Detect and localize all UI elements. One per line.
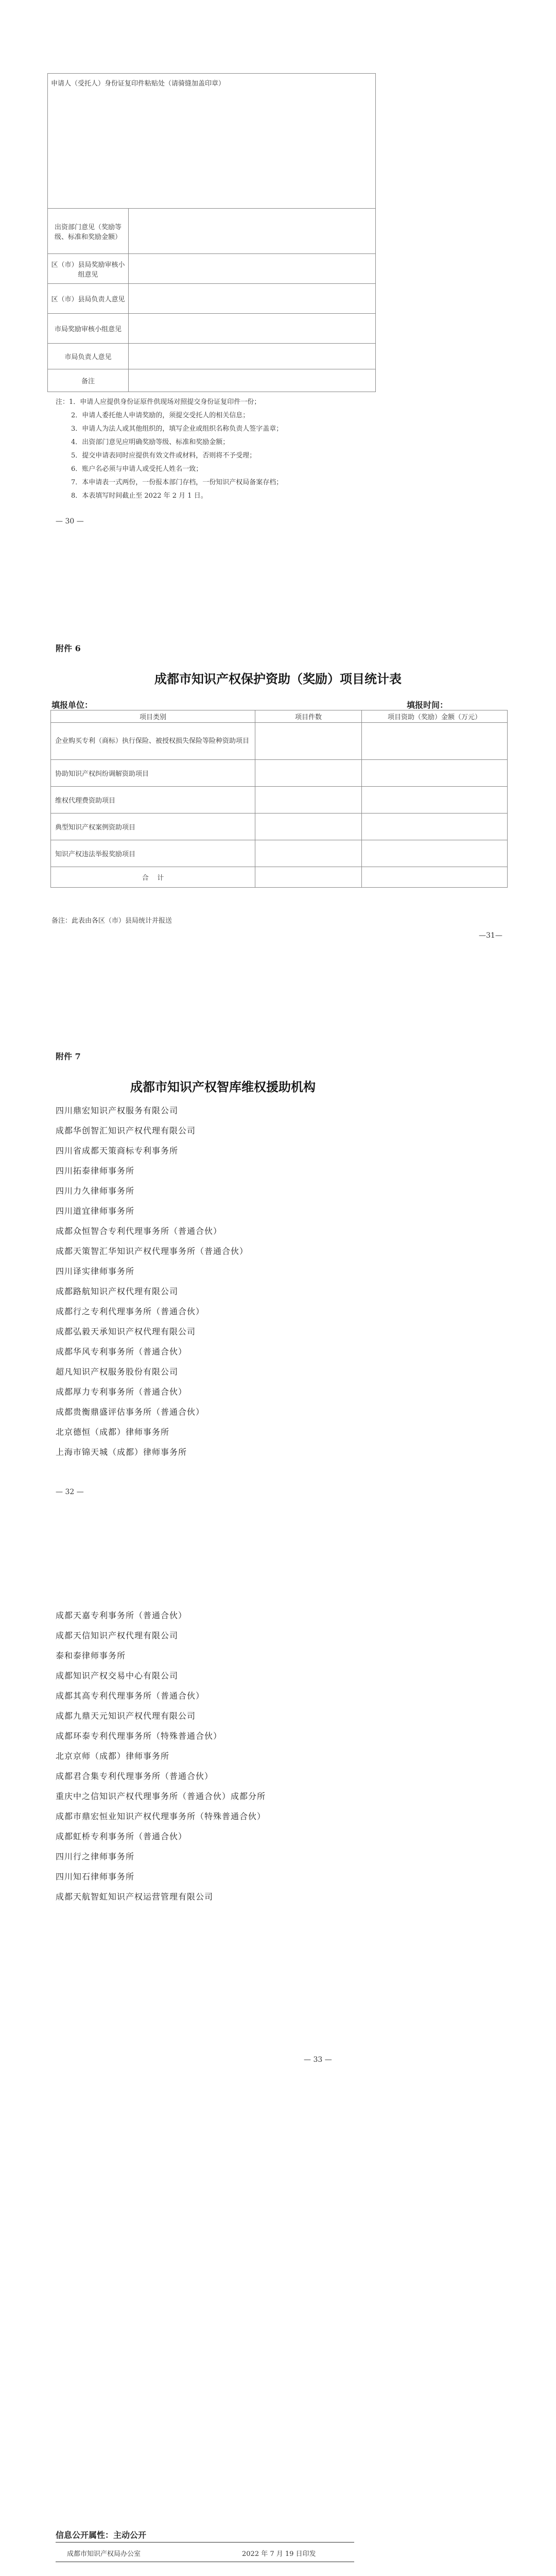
form-field bbox=[129, 344, 376, 369]
application-form-table bbox=[47, 73, 376, 392]
page-title: 成都市知识产权保护资助（奖励）项目统计表 bbox=[154, 671, 402, 686]
row-count bbox=[255, 814, 362, 840]
note-line: 8．本表填写时间截止至 2022 年 2 月 1 日。 bbox=[71, 492, 207, 500]
list-item: 成都九鼎天元知识产权代理有限公司 bbox=[56, 1711, 196, 1721]
row-amount bbox=[362, 760, 508, 787]
list-item: 四川力久律师事务所 bbox=[56, 1186, 135, 1196]
list-item: 成都弘毅天承知识产权代理有限公司 bbox=[56, 1327, 196, 1336]
list-item: 上海市锦天城（成都）律师事务所 bbox=[56, 1447, 187, 1457]
form-field bbox=[129, 284, 376, 314]
page-number: — 32 — bbox=[56, 1488, 84, 1496]
list-item: 成都华风专利事务所（普通合伙） bbox=[56, 1347, 187, 1357]
page-title: 成都市知识产权智库维权援助机构 bbox=[130, 1079, 316, 1094]
row-category: 企业购买专利（商标）执行保险、被授权损失保险等险种资助项目 bbox=[51, 723, 255, 760]
column-header: 项目资助（奖励）金额（万元） bbox=[362, 710, 508, 723]
form-label: 区（市）县局奖励审核小组意见 bbox=[48, 254, 129, 284]
list-item: 四川省成都天策商标专利事务所 bbox=[56, 1146, 179, 1156]
list-item: 成都市鼎宏恒业知识产权代理事务所（特殊普通合伙） bbox=[56, 1811, 266, 1821]
total-label: 合 计 bbox=[51, 867, 255, 888]
list-item: 四川知石律师事务所 bbox=[56, 1872, 135, 1882]
list-item: 北京京师（成都）律师事务所 bbox=[56, 1751, 170, 1761]
list-item: 成都众恒智合专利代理事务所（普通合伙） bbox=[56, 1226, 222, 1236]
row-count bbox=[255, 760, 362, 787]
table-remark: 备注：此表由各区（市）县局统计并报送 bbox=[51, 917, 172, 925]
disclosure-attribute: 信息公开属性：主动公开 bbox=[56, 2530, 147, 2540]
id-copy-cell: 申请人（受托人）身份证复印件粘贴处（请骑缝加盖印章） bbox=[48, 74, 376, 209]
row-category: 维权代理费资助项目 bbox=[51, 787, 255, 814]
list-item: 泰和泰律师事务所 bbox=[56, 1651, 126, 1660]
list-item: 四川译实律师事务所 bbox=[56, 1266, 135, 1276]
list-item: 成都路航知识产权代理有限公司 bbox=[56, 1286, 179, 1296]
list-item: 重庆中之信知识产权代理事务所（普通合伙）成都分所 bbox=[56, 1791, 266, 1801]
divider bbox=[56, 2542, 354, 2543]
note-line: 4．出资部门意见应明确奖励等级、标准和奖励金额； bbox=[71, 438, 230, 446]
list-item: 成都其高专利代理事务所（普通合伙） bbox=[56, 1691, 205, 1701]
form-field bbox=[129, 209, 376, 254]
row-count bbox=[255, 787, 362, 814]
form-notes bbox=[56, 396, 380, 503]
list-item: 成都贵衡鼎盛评估事务所（普通合伙） bbox=[56, 1407, 205, 1417]
organization-list bbox=[56, 1605, 493, 1907]
page-number: — 30 — bbox=[56, 517, 84, 526]
row-category: 典型知识产权案例资助项目 bbox=[51, 814, 255, 840]
list-item: 成都天嘉专利事务所（普通合伙） bbox=[56, 1611, 187, 1620]
list-item: 成都行之专利代理事务所（普通合伙） bbox=[56, 1307, 205, 1316]
note-line: 3．申请人为法人或其他组织的，填写企业或组织名称负责人签字盖章； bbox=[71, 425, 283, 433]
list-item: 成都知识产权交易中心有限公司 bbox=[56, 1671, 179, 1681]
note-line: 6．账户名必须与申请人或受托人姓名一致； bbox=[71, 465, 203, 473]
list-item: 成都天航智虹知识产权运营管理有限公司 bbox=[56, 1892, 214, 1902]
row-category: 知识产权违法举报奖励项目 bbox=[51, 840, 255, 867]
list-item: 四川鼎宏知识产权服务有限公司 bbox=[56, 1106, 179, 1115]
issuing-office: 成都市知识产权局办公室 bbox=[67, 2550, 141, 2558]
list-item: 成都天策智汇华知识产权代理事务所（普通合伙） bbox=[56, 1246, 249, 1256]
total-amount bbox=[362, 867, 508, 888]
row-count bbox=[255, 723, 362, 760]
row-count bbox=[255, 840, 362, 867]
list-item: 成都环泰专利代理事务所（特殊普通合伙） bbox=[56, 1731, 222, 1741]
list-item: 成都虹桥专利事务所（普通合伙） bbox=[56, 1832, 187, 1841]
list-item: 成都华创智汇知识产权代理有限公司 bbox=[56, 1126, 196, 1136]
form-label: 区（市）县局负责人意见 bbox=[48, 284, 129, 314]
statistics-table bbox=[50, 710, 508, 888]
page-number: — 33 — bbox=[304, 2056, 332, 2064]
list-item: 四川拓泰律师事务所 bbox=[56, 1166, 135, 1176]
fill-time-label: 填报时间： bbox=[407, 700, 448, 710]
list-item: 四川行之律师事务所 bbox=[56, 1852, 135, 1861]
form-field bbox=[129, 369, 376, 392]
list-item: 四川道宜律师事务所 bbox=[56, 1206, 135, 1216]
form-label: 备注 bbox=[48, 369, 129, 392]
note-line: 2．申请人委托他人申请奖励的，须提交受托人的相关信息； bbox=[71, 412, 250, 419]
row-amount bbox=[362, 814, 508, 840]
note-line: 7．本申请表一式两份，一份报本部门存档，一份知识产权局备案存档； bbox=[71, 479, 283, 486]
list-item: 成都天信知识产权代理有限公司 bbox=[56, 1631, 179, 1640]
attachment-label: 附件 7 bbox=[56, 1052, 81, 1061]
form-label: 市局负责人意见 bbox=[48, 344, 129, 369]
list-item: 超凡知识产权服务股份有限公司 bbox=[56, 1367, 179, 1377]
list-item: 成都君合集专利代理事务所（普通合伙） bbox=[56, 1771, 214, 1781]
page-number: —31— bbox=[479, 931, 502, 940]
note-line: 注：1．申请人应提供身份证原件供现场对照提交身份证复印件一份； bbox=[56, 398, 261, 406]
row-amount bbox=[362, 840, 508, 867]
row-amount bbox=[362, 787, 508, 814]
column-header: 项目类别 bbox=[51, 710, 255, 723]
list-item: 北京德恒（成都）律师事务所 bbox=[56, 1427, 170, 1437]
fill-unit-label: 填报单位： bbox=[51, 700, 93, 710]
form-label: 市局奖励审核小组意见 bbox=[48, 314, 129, 344]
row-amount bbox=[362, 723, 508, 760]
note-line: 5．提交申请表同时应提供有效文件或材料，否则将不予受理； bbox=[71, 452, 256, 460]
column-header: 项目件数 bbox=[255, 710, 362, 723]
total-count bbox=[255, 867, 362, 888]
form-field bbox=[129, 254, 376, 284]
form-field bbox=[129, 314, 376, 344]
form-label: 出资部门意见（奖励等级、标准和奖励金额） bbox=[48, 209, 129, 254]
list-item: 成都厚力专利事务所（普通合伙） bbox=[56, 1387, 187, 1397]
issue-date: 2022 年 7 月 19 日印发 bbox=[242, 2550, 316, 2558]
row-category: 协助知识产权纠纷调解资助项目 bbox=[51, 760, 255, 787]
attachment-label: 附件 6 bbox=[56, 643, 81, 653]
organization-list bbox=[56, 1100, 467, 1462]
